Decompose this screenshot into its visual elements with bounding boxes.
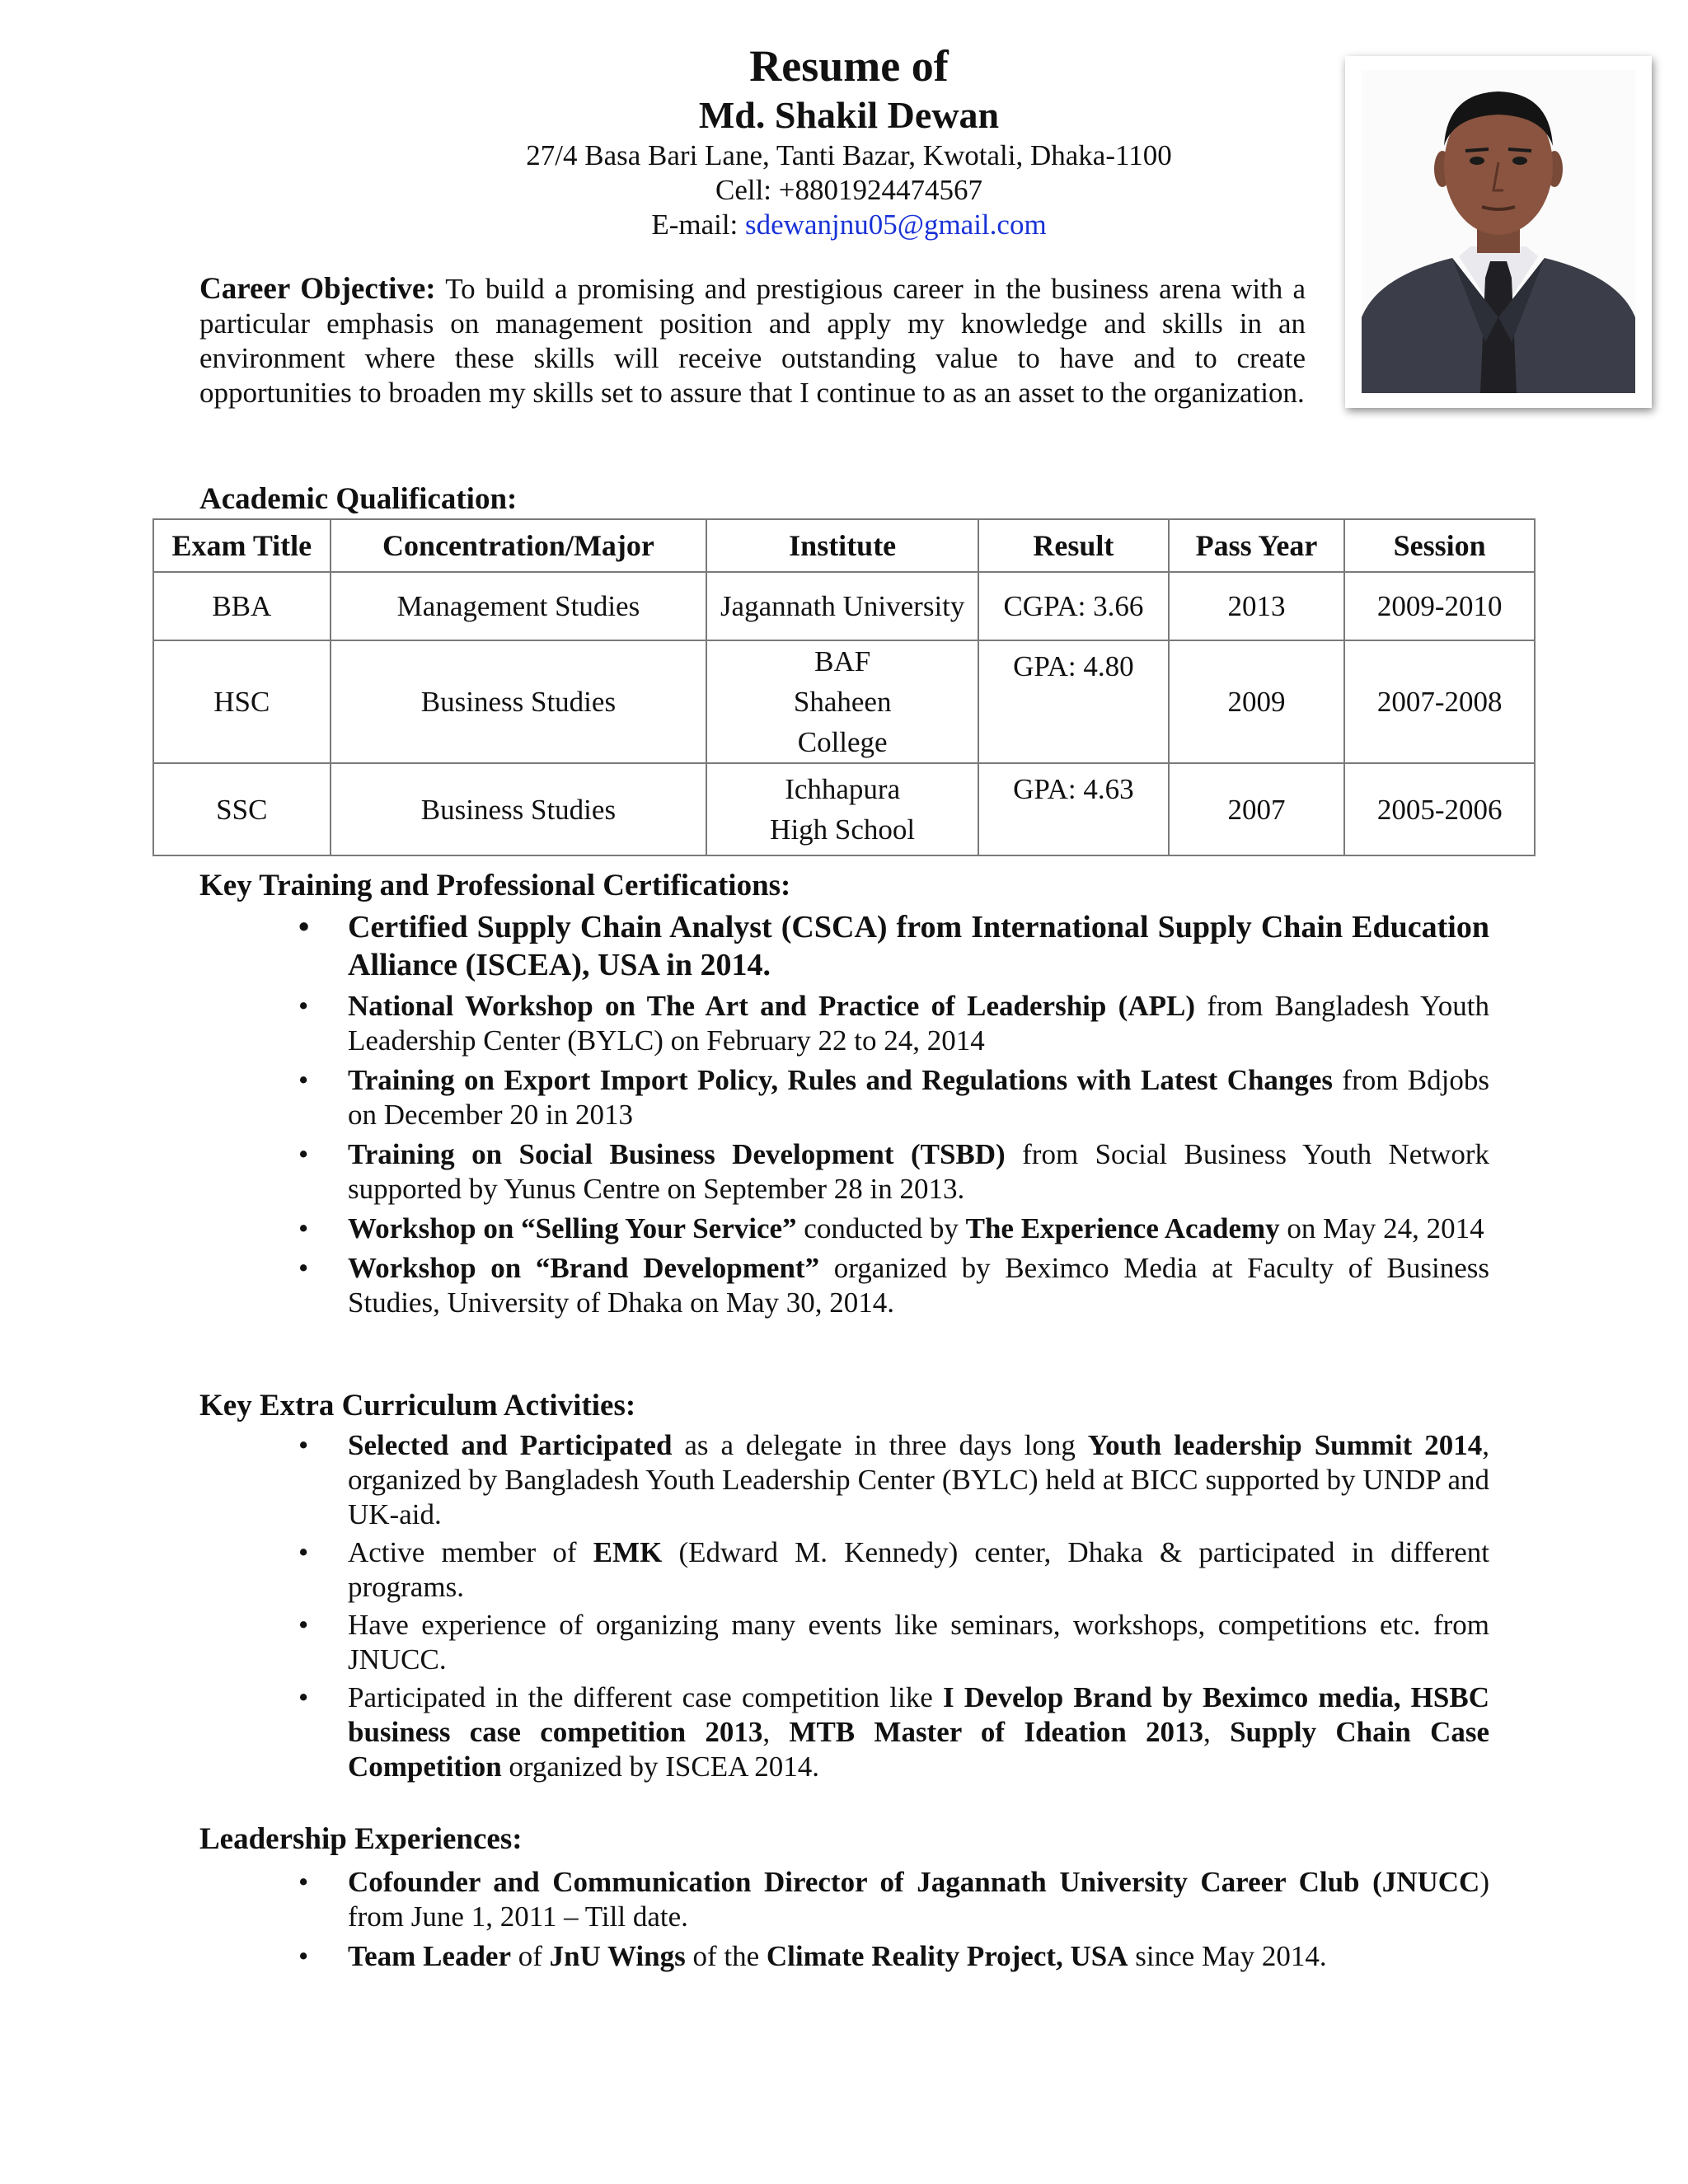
table-cell: GPA: 4.80 <box>978 640 1169 763</box>
table-row <box>153 640 1535 763</box>
table-cell: 2007 <box>1169 763 1345 855</box>
academic-table <box>152 518 1536 856</box>
career-objective-text: To build a promising and prestigious career in the business arena with a particular emphasis on management position and apply my knowledge and skills in an environment where these skills will receive outstanding value to have and to create opportunities to broaden my skills set to assure that I continue to as an asset to the organization. <box>199 273 1306 409</box>
bullet-icon: • <box>298 1212 309 1244</box>
column-header: Institute <box>706 519 978 572</box>
career-objective-label: Career Objective: <box>199 272 436 306</box>
resume-title: Resume of <box>749 41 949 91</box>
table-cell: CGPA: 3.66 <box>978 572 1169 640</box>
list-item: • Selected and Participated as a delegate in three days long Youth leadership Summit 2014, organized by Bangladesh Youth Leadership Center (BYLC) held at BICC supported by UNDP and UK-aid. <box>298 1429 1489 1530</box>
address: 27/4 Basa Bari Lane, Tanti Bazar, Kwotali, Dhaka-1100 <box>526 139 1172 171</box>
table-row <box>153 572 1535 640</box>
column-header: Pass Year <box>1169 519 1345 572</box>
table-cell: Business Studies <box>331 763 707 855</box>
career-objective <box>199 272 1306 410</box>
bullet-icon: • <box>298 1866 309 1898</box>
email-label: E-mail: <box>651 209 746 241</box>
bullet-icon: • <box>298 1138 309 1170</box>
bullet-icon: • <box>298 1252 309 1284</box>
table-cell: Ichhapura High School <box>706 763 978 855</box>
table-cell: 2013 <box>1169 572 1345 640</box>
table-cell: HSC <box>153 640 331 763</box>
person-portrait-icon <box>1362 70 1635 393</box>
bullet-icon: • <box>298 1536 309 1568</box>
list-item: • Workshop on “Brand Development” organized by Beximco Media at Faculty of Business Studies, University of Dhaka on May 30, 2014. <box>298 1252 1489 1319</box>
training-list <box>199 908 1489 1320</box>
column-header: Result <box>978 519 1169 572</box>
list-item: • Cofounder and Communication Director of Jagannath University Career Club (JNUCC) from June 1, 2011 – Till date. <box>298 1866 1489 1933</box>
list-item: • Training on Social Business Development (TSBD) from Social Business Youth Network supported by Yunus Centre on September 28 in 2013. <box>298 1138 1489 1205</box>
list-item: • Workshop on “Selling Your Service” conducted by The Experience Academy on May 24, 2014 <box>298 1212 1484 1244</box>
profile-photo-frame <box>1345 56 1652 408</box>
table-cell: 2005-2006 <box>1344 763 1535 855</box>
bullet-icon: • <box>298 990 309 1022</box>
list-item: • Team Leader of JnU Wings of the Climate Reality Project, USA since May 2014. <box>298 1940 1327 1972</box>
table-cell: Management Studies <box>331 572 707 640</box>
column-header: Exam Title <box>153 519 331 572</box>
table-cell: 2009 <box>1169 640 1345 763</box>
table-cell: SSC <box>153 763 331 855</box>
table-cell: 2009-2010 <box>1344 572 1535 640</box>
training-heading: Key Training and Professional Certifications: <box>199 869 791 902</box>
bullet-icon: • <box>298 1609 309 1641</box>
bullet-icon: • <box>298 1940 309 1972</box>
list-item: • Certified Supply Chain Analyst (CSCA) from International Supply Chain Education Alliance (ISCEA), USA in 2014. <box>298 910 1489 982</box>
column-header: Session <box>1344 519 1535 572</box>
leadership-heading: Leadership Experiences: <box>199 1822 523 1856</box>
bullet-icon: • <box>298 1429 309 1461</box>
email-link[interactable]: sdewanjnu05@gmail.com <box>745 209 1047 241</box>
table-cell: GPA: 4.63 <box>978 763 1169 855</box>
cell-number: Cell: +8801924474567 <box>715 174 983 206</box>
table-header-row <box>153 519 1535 572</box>
list-item: • Participated in the different case competition like I Develop Brand by Beximco media, HSBC business case competition 2013, MTB Master of Ideation 2013, Supply Chain Case Competition organized by ISCEA 2014. <box>298 1681 1490 1783</box>
list-item: • Active member of EMK (Edward M. Kennedy) center, Dhaka & participated in different programs. <box>298 1536 1489 1603</box>
profile-photo <box>1362 70 1635 393</box>
bullet-icon: • <box>298 1681 309 1713</box>
extra-heading: Key Extra Curriculum Activities: <box>199 1389 636 1422</box>
table-cell: BBA <box>153 572 331 640</box>
table-cell: Jagannath University <box>706 572 978 640</box>
list-item: • National Workshop on The Art and Practice of Leadership (APL) from Bangladesh Youth Leadership Center (BYLC) on February 22 to 24, 2014 <box>298 990 1489 1057</box>
list-item: • Training on Export Import Policy, Rules and Regulations with Latest Changes from Bdjobs on December 20 in 2013 <box>298 1064 1489 1131</box>
table-cell: BAF Shaheen College <box>706 640 978 763</box>
table-row <box>153 763 1535 855</box>
academic-heading: Academic Qualification: <box>199 482 518 516</box>
candidate-name: Md. Shakil Dewan <box>698 94 1000 136</box>
resume-header <box>511 40 1187 242</box>
list-item: • Have experience of organizing many events like seminars, workshops, competitions etc. from JNUCC. <box>298 1609 1489 1675</box>
bullet-icon: • <box>298 910 310 944</box>
email-line <box>511 208 1187 242</box>
bullet-icon: • <box>298 1064 309 1096</box>
leadership-list <box>199 1865 1489 1974</box>
table-cell: 2007-2008 <box>1344 640 1535 763</box>
extra-list <box>199 1428 1489 1784</box>
table-cell: Business Studies <box>331 640 707 763</box>
column-header: Concentration/Major <box>331 519 707 572</box>
